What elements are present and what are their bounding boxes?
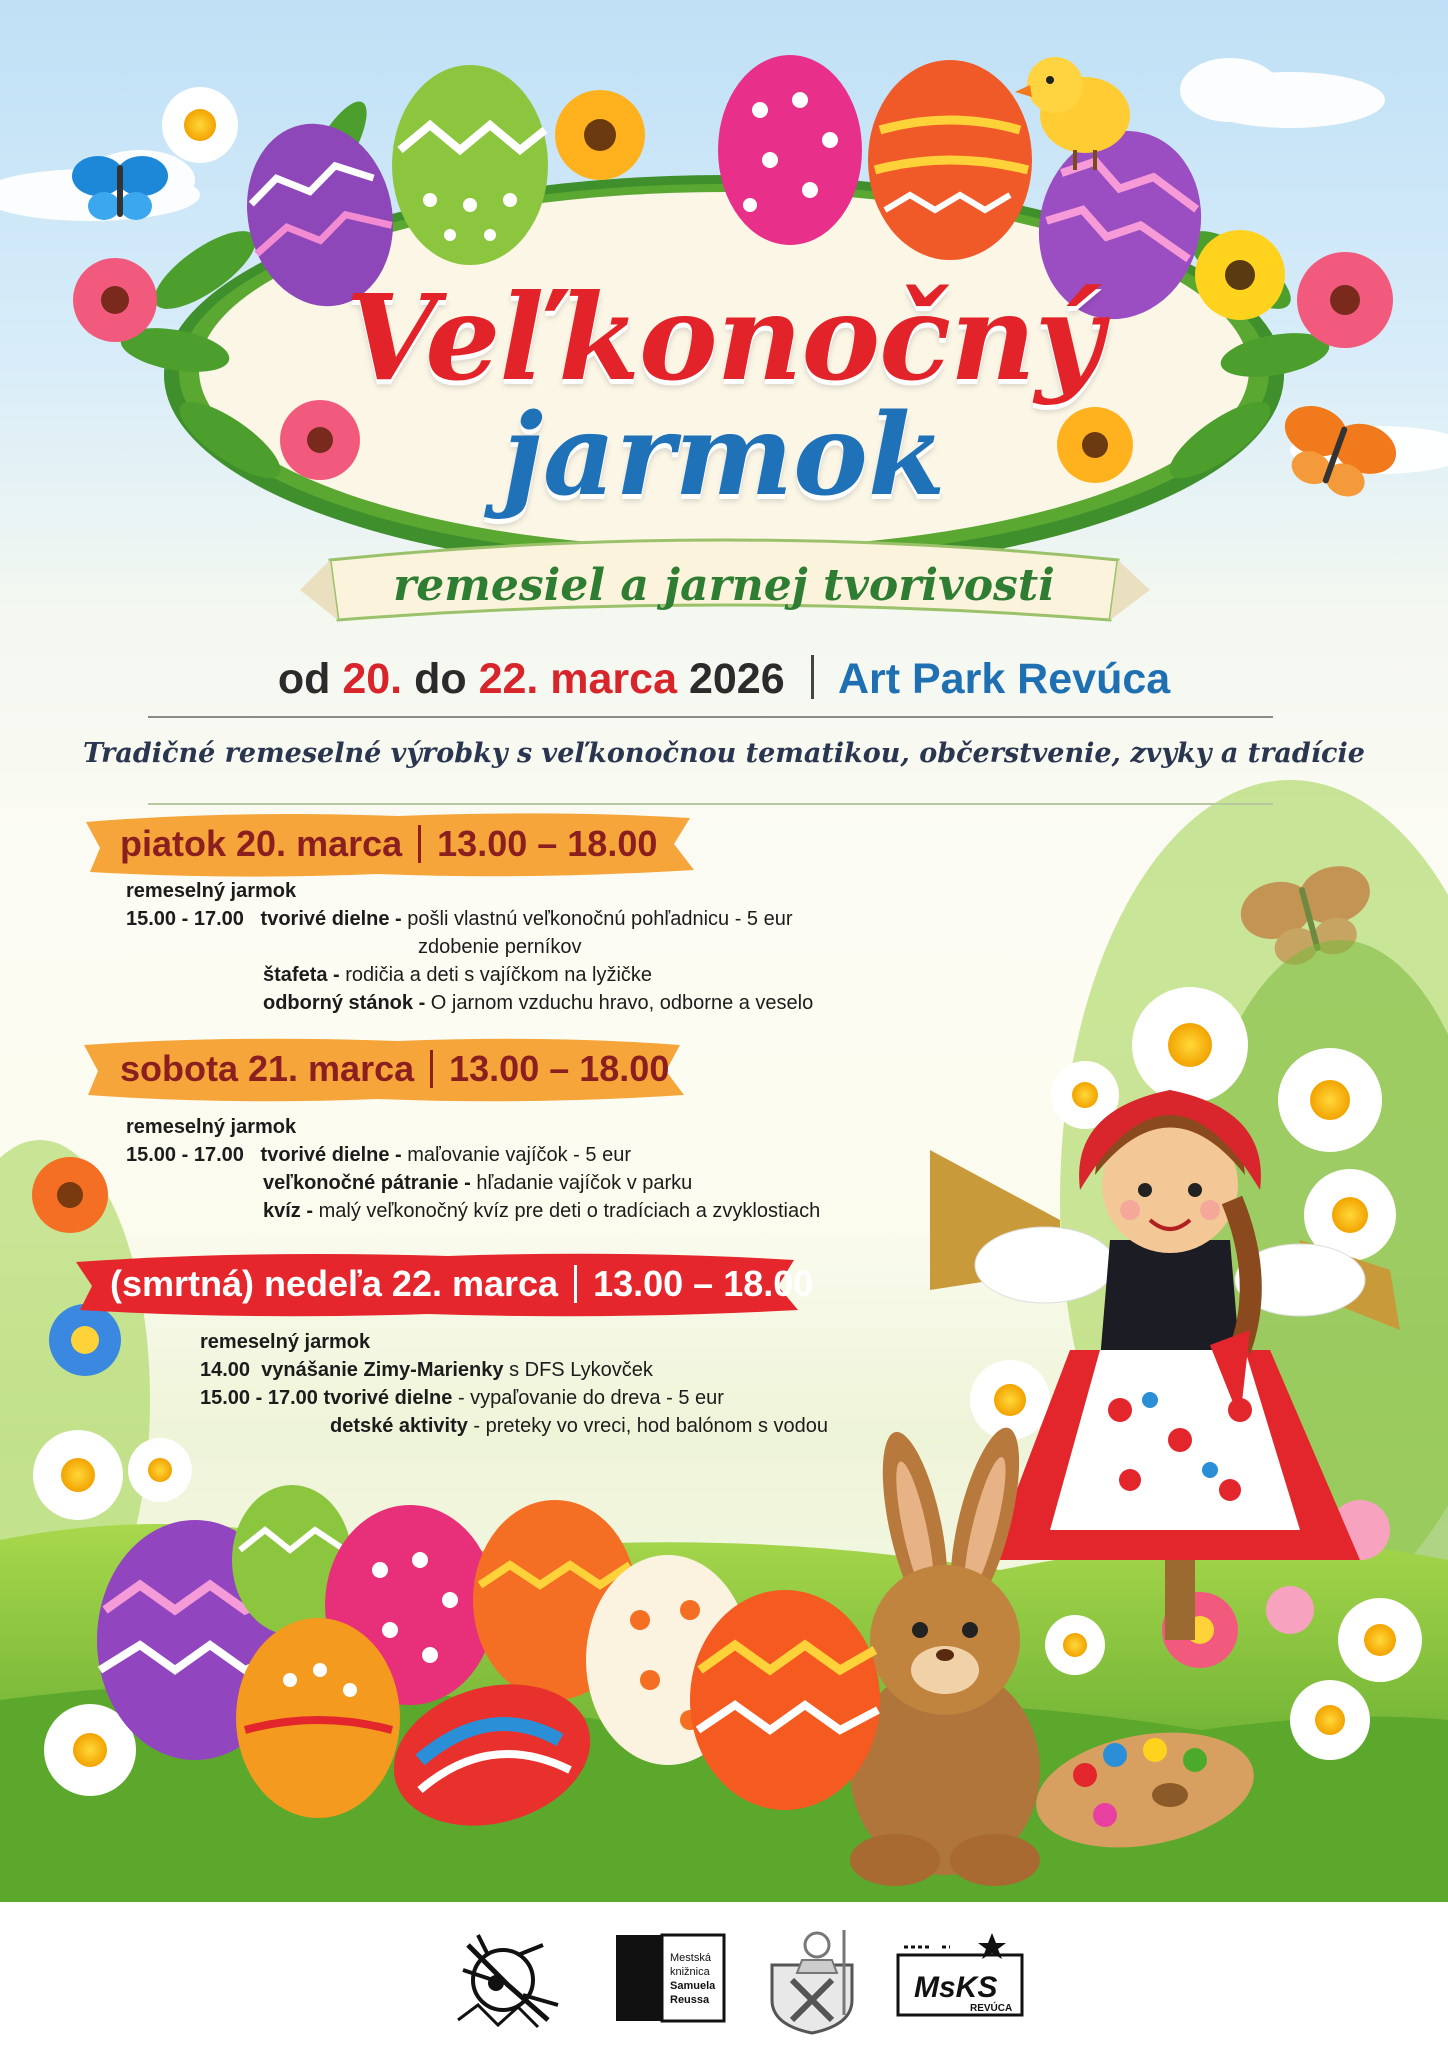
program-item — [263, 989, 813, 1017]
msks-logo — [892, 1925, 1032, 2035]
program-item — [200, 1384, 724, 1412]
title-line-2: jarmok — [502, 390, 946, 521]
program-item — [263, 1169, 692, 1197]
program-item — [418, 933, 581, 961]
banner-separator — [418, 825, 421, 863]
day-banner-friday — [78, 808, 698, 880]
program-activity: vynášanie Zimy-Marienky — [261, 1359, 504, 1381]
program-activity: kvíz - — [263, 1200, 314, 1222]
program-item — [200, 1328, 370, 1356]
program-time: 14.00 — [200, 1359, 251, 1381]
program-item — [263, 961, 652, 989]
program-item — [200, 1356, 653, 1384]
date-year: 2026 — [688, 655, 785, 703]
day-label: sobota 21. marca — [120, 1048, 415, 1089]
library-logo-text-4: Reussa — [670, 1994, 710, 2006]
day-time: 13.00 – 18.00 — [593, 1263, 814, 1304]
program-activity: štafeta - — [263, 964, 340, 986]
program-item — [126, 1113, 296, 1141]
event-place: Art Park Revúca — [837, 655, 1171, 703]
program-description: s DFS Lykovček — [509, 1359, 653, 1381]
program-description: malý veľkonočný kvíz pre deti o tradíciach a zvyklostiach — [318, 1200, 821, 1222]
day-banner-sunday — [68, 1248, 814, 1320]
coat-of-arms-logo — [762, 1925, 862, 2035]
date-place-line — [0, 655, 1448, 704]
banner-separator — [430, 1050, 433, 1088]
library-logo-text-3: Samuela — [670, 1980, 716, 1992]
program-time: 15.00 - 17.00 — [126, 908, 244, 930]
library-logo-text-1: Mestská — [670, 1952, 711, 1964]
date-od: od — [277, 655, 331, 703]
day-label: piatok 20. marca — [120, 823, 403, 864]
msks-logo-text: MsKS — [914, 1971, 998, 2004]
library-logo-text-2: knižnica — [670, 1966, 710, 1978]
program-activity: detské aktivity — [330, 1415, 468, 1437]
program-title: remeselný jarmok — [126, 880, 297, 902]
program-description: hľadanie vajíčok v parku — [476, 1172, 693, 1194]
bunny-illustration — [850, 1422, 1040, 1886]
program-activity: odborný stánok - — [263, 992, 426, 1014]
program-item — [263, 1197, 820, 1225]
program-activity: tvorivé dielne - — [260, 1144, 402, 1166]
title-line-1: Veľkonočný — [345, 268, 1103, 407]
day-time: 13.00 – 18.00 — [449, 1048, 670, 1089]
program-time: 15.00 - 17.00 — [126, 1144, 244, 1166]
program-activity: tvorivé dielne - — [260, 908, 402, 930]
program-description: O jarnom vzduchu hravo, odborne a veselo — [430, 992, 814, 1014]
folk-ensemble-logo — [448, 1925, 578, 2035]
tagline: Tradičné remeselné výrobky s veľkonočnou tematikou, občerstvenie, zvyky a tradície — [83, 738, 1365, 769]
program-item — [126, 1141, 631, 1169]
subtitle: remesiel a jarnej tvorivosti — [393, 560, 1055, 611]
program-description: maľovanie vajíčok - 5 eur — [407, 1144, 631, 1166]
program-description: rodičia a deti s vajíčkom na lyžičke — [345, 964, 653, 986]
date-to: 22. marca — [478, 655, 677, 703]
msks-logo-subtext: REVÚCA — [970, 2003, 1013, 2014]
date-from: 20. — [342, 655, 403, 703]
program-description: - vypaľovanie do dreva - 5 eur — [457, 1387, 724, 1409]
date-do: do — [414, 655, 467, 703]
program-item — [126, 877, 296, 905]
banner-separator — [574, 1265, 577, 1303]
day-banner-saturday — [78, 1033, 688, 1105]
program-title: remeselný jarmok — [200, 1331, 371, 1353]
day-label: (smrtná) nedeľa 22. marca — [110, 1263, 559, 1304]
program-activity: veľkonočné pátranie - — [263, 1172, 471, 1194]
library-logo — [612, 1925, 728, 2035]
program-description: zdobenie perníkov — [418, 936, 582, 958]
program-item — [330, 1412, 828, 1440]
program-activity: tvorivé dielne — [323, 1387, 453, 1409]
program-title: remeselný jarmok — [126, 1116, 297, 1138]
program-time: 15.00 - 17.00 — [200, 1387, 318, 1409]
divider-line — [148, 803, 1273, 805]
program-item — [126, 905, 793, 933]
day-time: 13.00 – 18.00 — [437, 823, 658, 864]
divider-line — [148, 716, 1273, 718]
program-description: - preteky vo vreci, hod balónom s vodou — [473, 1415, 829, 1437]
date-separator — [811, 655, 814, 699]
program-description: pošli vlastnú veľkonočnú pohľadnicu - 5 eur — [407, 908, 793, 930]
